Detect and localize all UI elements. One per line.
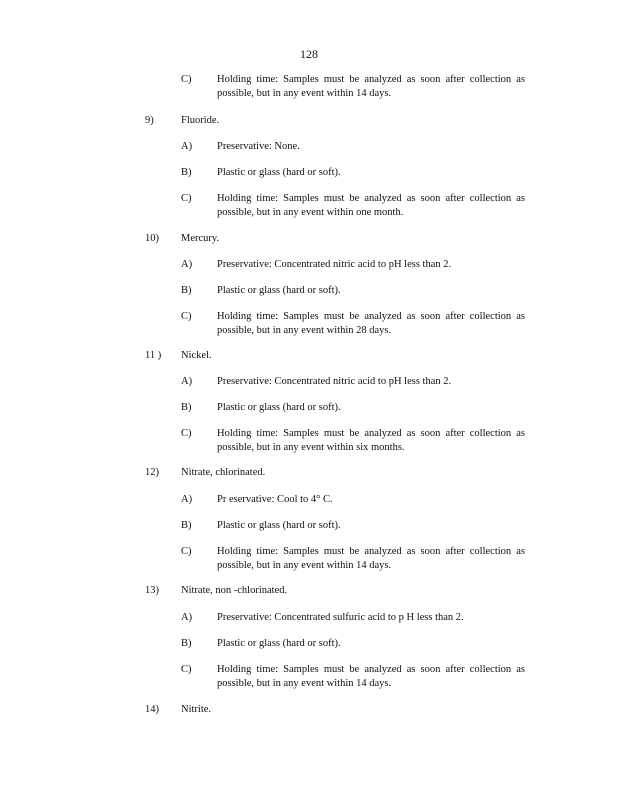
item-label: A) (181, 141, 193, 152)
section-title: Mercury. (181, 233, 220, 244)
section-number: 12) (145, 467, 159, 478)
item-label: A) (181, 376, 193, 387)
section-title: Nitrate, chlorinated. (181, 467, 266, 478)
item-text: Plastic or glass (hard or soft). (217, 167, 341, 178)
item-text: Plastic or glass (hard or soft). (217, 402, 341, 413)
item-text: Holding time: Samples must be analyzed as soon after collection as possible, but in any event within one month. (217, 193, 525, 218)
item-label: B) (181, 167, 192, 178)
item-label: C) (181, 546, 192, 557)
section-title: Nitrate, non -chlorinated. (181, 585, 288, 596)
item-text: Holding time: Samples must be analyzed as soon after collection as possible, but in any event within 14 days. (217, 74, 525, 99)
item-text: Preservative: Concentrated nitric acid to pH less than 2. (217, 259, 452, 270)
item-label: C) (181, 664, 192, 675)
section-number: 9) (145, 115, 154, 126)
item-text: Preservative: Concentrated sulfuric acid to p H less than 2. (217, 612, 464, 623)
item-text: Pr eservative: Cool to 4° C. (217, 494, 333, 505)
item-label: A) (181, 612, 193, 623)
section-number: 13) (145, 585, 159, 596)
page-number: 128 (300, 47, 318, 61)
item-text: Holding time: Samples must be analyzed as soon after collection as possible, but in any event within 14 days. (217, 546, 525, 571)
item-text: Preservative: None. (217, 141, 300, 152)
section-title: Fluoride. (181, 115, 220, 126)
item-text: Plastic or glass (hard or soft). (217, 285, 341, 296)
item-text: Holding time: Samples must be analyzed as soon after collection as possible, but in any event within six months. (217, 428, 525, 453)
item-text: Holding time: Samples must be analyzed as soon after collection as possible, but in any event within 28 days. (217, 311, 525, 336)
item-label: C) (181, 193, 192, 204)
item-text: Plastic or glass (hard or soft). (217, 520, 341, 531)
section-number: 14) (145, 704, 159, 715)
item-text: Plastic or glass (hard or soft). (217, 638, 341, 649)
section-number: 10) (145, 233, 159, 244)
item-label: B) (181, 402, 192, 413)
item-label: C) (181, 74, 192, 85)
item-label: A) (181, 259, 193, 270)
item-text: Preservative: Concentrated nitric acid to pH less than 2. (217, 376, 452, 387)
section-number: 11 ) (145, 350, 162, 361)
item-label: B) (181, 520, 192, 531)
item-label: C) (181, 428, 192, 439)
item-label: B) (181, 638, 192, 649)
section-title: Nitrite. (181, 704, 212, 715)
item-text: Holding time: Samples must be analyzed as soon after collection as possible, but in any event within 14 days. (217, 664, 525, 689)
item-label: A) (181, 494, 193, 505)
item-label: B) (181, 285, 192, 296)
item-label: C) (181, 311, 192, 322)
section-title: Nickel. (181, 350, 212, 361)
